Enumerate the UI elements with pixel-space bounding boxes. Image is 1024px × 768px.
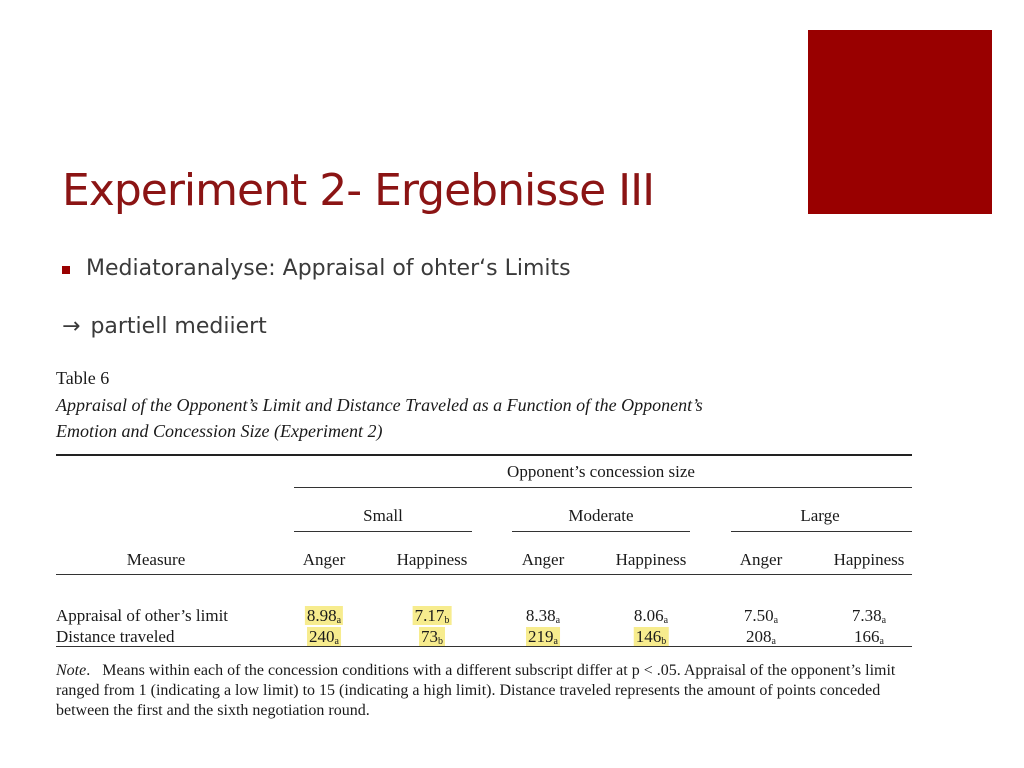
- header-rule: [56, 574, 912, 575]
- table-cell: [413, 606, 452, 626]
- cell-subscript: b: [661, 636, 667, 647]
- spanner-rule: [294, 487, 912, 488]
- table-cell: [634, 606, 668, 626]
- table-cell: [634, 627, 669, 647]
- table-cell: [419, 627, 445, 647]
- cell-value-group: [746, 627, 776, 646]
- cell-value-group: [419, 627, 445, 646]
- cell-value-group: [854, 627, 884, 646]
- cell-subscript: b: [444, 615, 450, 626]
- cell-value: 73: [421, 627, 438, 646]
- accent-block: [808, 30, 992, 214]
- bullet-text: Mediatoranalyse: Appraisal of ohter‘s Limits: [86, 256, 571, 281]
- table-label: Table 6: [56, 368, 110, 388]
- cell-value: 208: [746, 627, 772, 646]
- table-note: [56, 661, 912, 721]
- cell-subscript: a: [336, 615, 342, 626]
- bullet-item: [62, 256, 571, 281]
- cell-subscript: a: [771, 636, 776, 647]
- subheader-moderate-happiness: Happiness: [615, 550, 687, 569]
- group-header-large: Large: [800, 506, 840, 525]
- note-label: Note: [56, 662, 87, 679]
- measure-header: Measure: [126, 550, 186, 569]
- cell-value: 8.98: [306, 606, 337, 625]
- cell-value-group: [526, 627, 560, 646]
- bullet-square-icon: [62, 266, 70, 274]
- cell-subscript: a: [773, 615, 779, 626]
- subheader-small-anger: Anger: [302, 550, 346, 569]
- right-arrow-icon: →: [62, 314, 81, 339]
- table-bottom-rule: [56, 646, 912, 647]
- row-measure-label: Appraisal of other’s limit: [56, 606, 229, 625]
- cell-value: 219: [528, 627, 554, 646]
- table-body: [56, 596, 912, 646]
- cell-value: 8.38: [525, 606, 556, 625]
- subheader-moderate-anger: Anger: [521, 550, 565, 569]
- cell-value-group: [305, 606, 343, 625]
- cell-value: 7.50: [743, 606, 774, 625]
- column-spanner: Opponent’s concession size: [507, 462, 695, 481]
- cell-value: 7.17: [414, 606, 445, 625]
- cell-value-group: [526, 606, 560, 625]
- table-cell: [852, 606, 886, 626]
- table-caption-line-2: Emotion and Concession Size (Experiment 2): [56, 421, 383, 441]
- arrow-item: [62, 314, 267, 339]
- cell-value-group: [634, 606, 668, 625]
- table-cell: [746, 627, 776, 647]
- cell-subscript: a: [553, 636, 558, 647]
- cell-value: 240: [309, 627, 335, 646]
- cell-subscript: a: [663, 615, 669, 626]
- table-caption: [56, 392, 912, 444]
- table-cell: [526, 606, 560, 626]
- cell-subscript: a: [881, 615, 887, 626]
- cell-subscript: a: [555, 615, 561, 626]
- table-cell: [307, 627, 341, 647]
- cell-subscript: a: [334, 636, 339, 647]
- table-cell: [526, 627, 560, 647]
- cell-value: 146: [635, 627, 662, 646]
- group-header-moderate: Moderate: [568, 506, 634, 525]
- data-table: [56, 456, 912, 596]
- subheader-large-anger: Anger: [739, 550, 783, 569]
- cell-value-group: [852, 606, 886, 625]
- arrow-text: partiell mediiert: [90, 314, 267, 339]
- note-text: Means within each of the concession conditions with a different subscript differ at p < .05. Appraisal of the opponent’s limit ranged from 1 (indicating a low limit) to 15 (indicating a high limit). Distance traveled represents the amount of points conceded between the first and the sixth negotiation round.: [56, 662, 896, 719]
- table-figure: [56, 368, 912, 721]
- table-caption-line-1: Appraisal of the Opponent’s Limit and Distance Traveled as a Function of the Opponent’s: [56, 395, 703, 415]
- note-label-period: .: [86, 662, 103, 679]
- cell-subscript: a: [879, 636, 884, 647]
- cell-value-group: [634, 627, 669, 646]
- row-measure-label: Distance traveled: [56, 627, 175, 646]
- cell-value-group: [307, 627, 341, 646]
- group-header-small: Small: [363, 506, 403, 525]
- cell-value: 166: [854, 627, 880, 646]
- cell-value-group: [744, 606, 778, 625]
- cell-value: 8.06: [633, 606, 664, 625]
- group-rule-moderate: [512, 531, 690, 532]
- cell-subscript: b: [438, 636, 443, 647]
- cell-value-group: [413, 606, 452, 625]
- table-cell: [305, 606, 343, 626]
- subheader-small-happiness: Happiness: [396, 550, 468, 569]
- group-rule-large: [731, 531, 912, 532]
- slide-title: Experiment 2- Ergebnisse III: [62, 165, 655, 216]
- table-cell: [854, 627, 884, 647]
- cell-value: 7.38: [851, 606, 882, 625]
- group-rule-small: [294, 531, 472, 532]
- subheader-large-happiness: Happiness: [833, 550, 905, 569]
- table-cell: [744, 606, 778, 626]
